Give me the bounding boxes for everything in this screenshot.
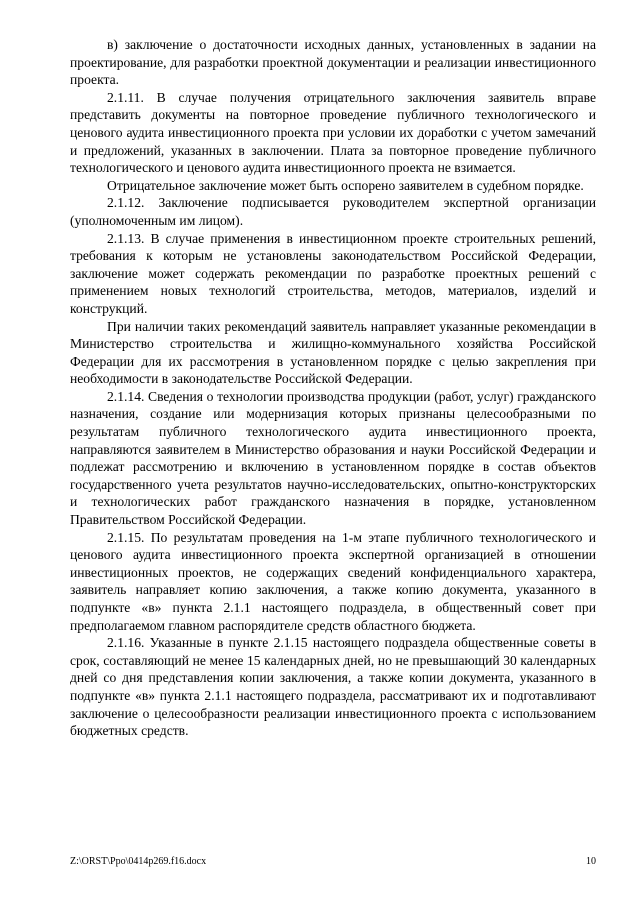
document-page [70, 36, 596, 740]
paragraph-2-1-11: 2.1.11. В случае получения отрицательного заключения заявитель вправе представить документы на повторное проведение публичного технологического и ценового аудита инвестиционного проекта при условии их доработки с учетом замечаний и предложений, указанных в заключении. Плата за повторное проведение публичного технологического и ценового аудита инвестиционного проекта не взимается. [70, 89, 596, 176]
page-footer [70, 856, 596, 867]
paragraph-negative-conclusion: Отрицательное заключение может быть оспорено заявителем в судебном порядке. [107, 177, 584, 193]
paragraph-2-1-16: 2.1.16. Указанные в пункте 2.1.15 настоящего подраздела общественные советы в срок, составляющий не менее 15 календарных дней, но не превышающий 30 календарных дней со дня представления копии заключения, а также копии документа, указанного в подпункте «в» пункта 2.1.1 настоящего подраздела, рассматривают их и подготавливают заключение о целесообразности реализации инвестиционного проекта с использованием бюджетных средств. [70, 635, 596, 739]
page-number: 10 [586, 856, 596, 867]
paragraph-2-1-15: 2.1.15. По результатам проведения на 1-м этапе публичного технологического и ценового аудита инвестиционного проекта экспертной организацией в отношении инвестиционных проектов, не содержащих сведений конфиденциального характера, заявитель направляет копию заключения, а также копию документа, указанного в подпункте «в» пункта 2.1.1 настоящего подраздела, в общественный совет при предполагаемом главном распорядителе средств областного бюджета. [70, 529, 596, 633]
paragraph-2-1-12: 2.1.12. Заключение подписывается руководителем экспертной организации (уполномоченным им лицом). [70, 195, 596, 228]
paragraph-subpoint-v: в) заключение о достаточности исходных данных, установленных в задании на проектирование, для разработки проектной документации и реализации инвестиционного проекта. [70, 37, 596, 88]
paragraph-2-1-13: 2.1.13. В случае применения в инвестиционном проекте строительных решений, требования к которым не установлены законодательством Российской Федерации, заключение может содержать рекомендации по разработке проектных решений с применением новых технологий строительства, методов, материалов, изделий и конструкций. [70, 230, 596, 316]
paragraph-2-1-14: 2.1.14. Сведения о технологии производства продукции (работ, услуг) гражданского назначения, создание или модернизация которых признаны целесообразными по результатам публичного технологического аудита инвестиционного проекта, направляются заявителем в Министерство образования и науки Российской Федерации и подлежат рассмотрению и включению в установленном порядке в состав объектов государственного учета результатов научно-исследовательских, опытно-конструкторских и технологических работ гражданского назначения в порядке, установленном Правительством Российской Федерации. [70, 388, 596, 528]
paragraph-recommendations: При наличии таких рекомендаций заявитель направляет указанные рекомендации в Министерство строительства и жилищно-коммунального хозяйства Российской Федерации для их рассмотрения в установленном порядке с целью закрепления при необходимости в законодательстве Российской Федерации. [70, 318, 596, 387]
file-path: Z:\ORST\Ppo\0414p269.f16.docx [70, 856, 207, 867]
